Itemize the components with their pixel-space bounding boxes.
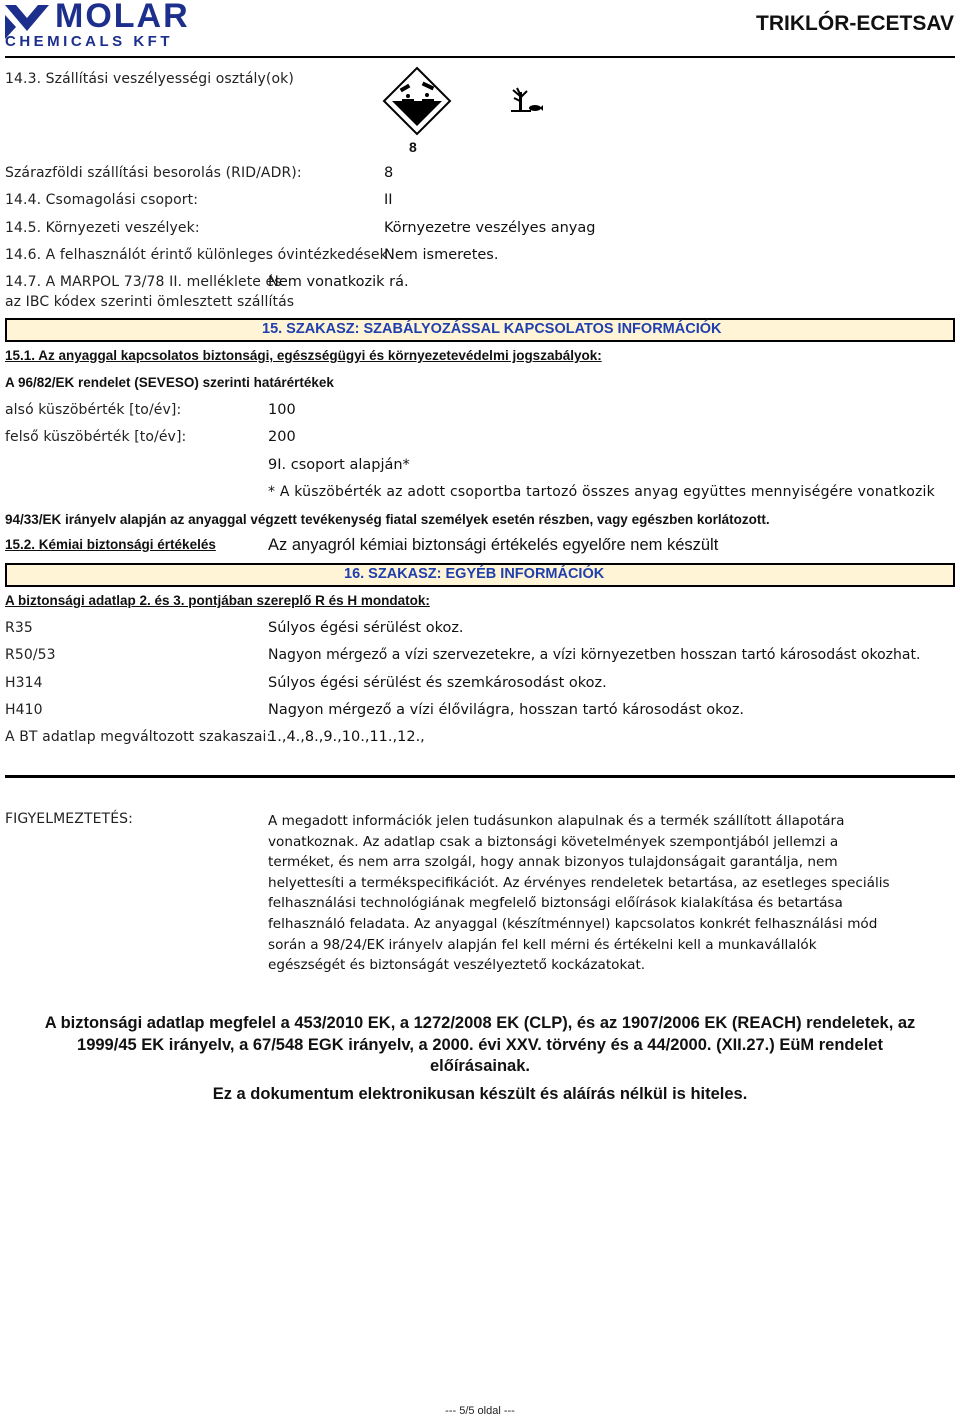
phrase-text: Nagyon mérgező a vízi szervezetekre, a vízi környezetben hosszan tartó károsodást okozhat.: [268, 647, 921, 663]
section15-title: 15. SZAKASZ: SZABÁLYOZÁSSAL KAPCSOLATOS INFORMÁCIÓK: [262, 321, 722, 337]
pictogram-number: 8: [409, 139, 417, 155]
logo-sub-text: CHEMICALS KFT: [5, 33, 173, 50]
corrosive-pictogram: [382, 66, 452, 138]
page-number: --- 5/5 oldal ---: [445, 1405, 515, 1417]
road-label: Szárazföldi szállítási besorolás (RID/ADR):: [5, 165, 302, 181]
logo-main-text: MOLAR: [55, 0, 190, 35]
dead-tree-fish-environment-icon: [509, 86, 543, 116]
lower-threshold-value: 100: [268, 402, 296, 418]
s144-value: II: [384, 192, 393, 208]
lower-threshold-label: alsó küszöbérték [to/év]:: [5, 402, 182, 418]
document-title: TRIKLÓR-ECETSAV: [756, 12, 954, 35]
s145-label: 14.5. Környezeti veszélyek:: [5, 220, 200, 236]
warning-line: felhasználási technológiának megfelelő biztonsági előírások kialakítása és betartása: [268, 895, 843, 912]
warning-line: során a 98/24/EK irányelv alapján fel kell mérni és értékelni kell a munkavállalók: [268, 936, 817, 953]
warning-line: terméket, és nem arra szolgál, hogy annak bizonyos tulajdonságait garantálja, nem: [268, 854, 838, 871]
warning-line: helyettesíti a termékspecifikációt. Az érvényes rendeletek betartása, az esetleges speciális: [268, 874, 890, 891]
s151-heading: 15.1. Az anyaggal kapcsolatos biztonsági, egészségügyi és környezetevédelmi jogszabályok:: [5, 348, 602, 363]
upper-threshold-value: 200: [268, 429, 296, 445]
s146-value: Nem ismeretes.: [384, 247, 499, 263]
s143-label: 14.3. Szállítási veszélyességi osztály(ok): [5, 71, 294, 87]
section16-rule: [5, 775, 955, 778]
s152-value: Az anyagról kémiai biztonsági értékelés egyelőre nem készült: [268, 536, 719, 554]
phrase-text: Súlyos égési sérülést és szemkárosodást okoz.: [268, 675, 607, 691]
s147-label-2: az IBC kódex szerinti ömlesztett szállítás: [5, 294, 295, 310]
warning-text: [268, 811, 890, 976]
compliance-statement: [0, 1013, 960, 1078]
company-logo: [5, 0, 225, 50]
header-rule: [5, 56, 955, 58]
phrase-code: R50/53: [5, 647, 56, 663]
phrase-text: Súlyos égési sérülést okoz.: [268, 620, 464, 636]
youth-directive: 94/33/EK irányelv alapján az anyaggal végzett tevékenység fiatal személyek esetén részben, vagy egészben korlátozott.: [5, 512, 770, 527]
threshold-footnote: * A küszöbérték az adott csoportba tartozó összes anyag együttes mennyiségére vonatkozik: [268, 484, 935, 500]
phrase-text: Nagyon mérgező a vízi élővilágra, hosszan tartó károsodást okoz.: [268, 702, 745, 718]
upper-threshold-label: felső küszöbérték [to/év]:: [5, 429, 187, 445]
warning-line: A megadott információk jelen tudásunkon alapulnak és a termék szállított állapotára: [268, 813, 845, 829]
s145-value: Környezetre veszélyes anyag: [384, 220, 596, 236]
warning-line: vonatkoznak. Az adatlap csak a biztonsági követelmények szempontjából jellemzi a: [268, 833, 839, 850]
warning-line: egészségét és biztonságát veszélyeztető kockázatokat.: [268, 957, 646, 974]
environment-pictogram: [509, 86, 543, 116]
s147-label-1: 14.7. A MARPOL 73/78 II. melléklete és: [5, 274, 282, 290]
compliance-line: előírásainak.: [430, 1057, 530, 1075]
electronic-note: Ez a dokumentum elektronikusan készült és aláírás nélkül is hiteles.: [212, 1085, 748, 1103]
corrosive-pictogram-icon: [382, 66, 452, 138]
compliance-line: 1999/45 EK irányelv, a 67/548 EGK irányelv, a 2000. évi XXV. törvény és a 44/2000. (XII.27.) EüM rendelet: [77, 1035, 883, 1054]
phrase-code: H314: [5, 675, 43, 691]
s144-label: 14.4. Csomagolási csoport:: [5, 192, 199, 208]
changed-sections-value: 1.,4.,8.,9.,10.,11.,12.,: [268, 729, 425, 745]
group-note: 9I. csoport alapján*: [268, 457, 410, 473]
rh-phrases-heading: A biztonsági adatlap 2. és 3. pontjában szereplő R és H mondatok:: [5, 593, 430, 608]
changed-sections-label: A BT adatlap megváltozott szakaszai:: [5, 729, 272, 745]
s146-label: 14.6. A felhasználót érintő különleges óvintézkedések: [5, 247, 388, 263]
phrase-code: H410: [5, 702, 43, 718]
s147-value: Nem vonatkozik rá.: [268, 274, 409, 290]
warning-line: felhasználó feladata. Az anyaggal (készítménnyel) kapcsolatos konkrét felhasználási mód: [268, 915, 878, 932]
section16-title: 16. SZAKASZ: EGYÉB INFORMÁCIÓK: [344, 566, 605, 582]
compliance-line: A biztonsági adatlap megfelel a 453/2010 EK, a 1272/2008 EK (CLP), és az 1907/2006 EK (REACH) rendeletek, az: [44, 1014, 916, 1032]
seveso-heading: A 96/82/EK rendelet (SEVESO) szerinti határértékek: [5, 375, 334, 390]
phrase-code: R35: [5, 620, 33, 636]
road-value: 8: [384, 165, 394, 181]
s152-label: 15.2. Kémiai biztonsági értékelés: [5, 537, 216, 552]
warning-label: FIGYELMEZTETÉS:: [5, 811, 133, 827]
